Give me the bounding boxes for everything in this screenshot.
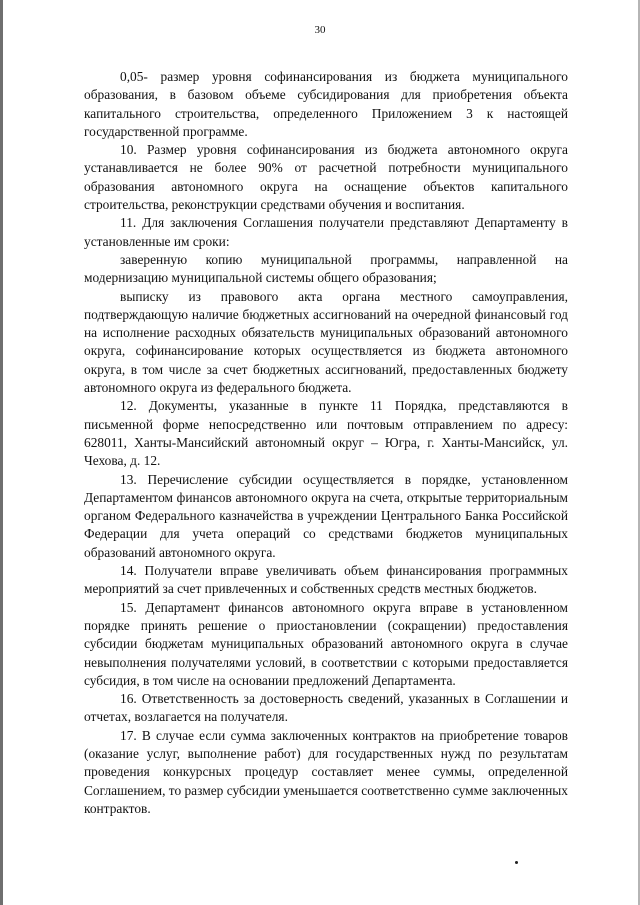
paragraph-11: 11. Для заключения Соглашения получатели представляют Департаменту в установленные им сроки: <box>84 215 568 249</box>
paragraph-11-item-legal-act-extract: выписку из правового акта органа местного самоуправления, подтверждающую наличие бюджетных ассигнований на очередной финансовый год на исполнение расходных обязательств муниципальных образований автономного округа, софинансирование которых осуществляется из бюджета автономного округа, в том числе за счет бюджетных ассигнований, предоставленных бюджету автономного округа из федерального бюджета. <box>84 288 568 396</box>
scan-speck <box>515 861 518 864</box>
paragraph-17: 17. В случае если сумма заключенных контрактов на приобретение товаров (оказание услуг, выполнение работ) для государственных нужд по результатам проведения конкурсных процедур составляет менее суммы, определенной Соглашением, то размер субсидии уменьшается соответственно сумме заключенных контрактов. <box>84 727 568 816</box>
document-body <box>84 68 568 818</box>
paragraph-11-item-program-copy: заверенную копию муниципальной программы, направленной на модернизацию муниципальной системы общего образования; <box>84 251 568 286</box>
page-number: 30 <box>314 24 326 36</box>
paragraph-13: 13. Перечисление субсидии осуществляется в порядке, установленном Департаментом финансов автономного округа на счета, открытые территориальным органом Федерального казначейства в учреждении Центрального Банка Российской Федерации для учета операций со средствами бюджетов муниципальных образований автономного округа. <box>84 471 568 560</box>
paragraph-12: 12. Документы, указанные в пункте 11 Порядка, представляются в письменной форме непосредственно или почтовым отправлением по адресу: 628011, Ханты-Мансийский автономный округ – Югра, г. Ханты-Мансийск, ул. Чехова, д. 12. <box>84 398 568 469</box>
paragraph-16: 16. Ответственность за достоверность сведений, указанных в Соглашении и отчетах, возлагается на получателя. <box>84 691 568 725</box>
paragraph-14: 14. Получатели вправе увеличивать объем финансирования программных мероприятий за счет привлеченных и собственных средств местных бюджетов. <box>84 563 568 597</box>
paragraph-15: 15. Департамент финансов автономного округа вправе в установленном порядке принять решение о приостановлении (сокращении) предоставления субсидии бюджетам муниципальных образований автономного округа в случае невыполнения получателями условий, в соответствии с которыми предоставляется субсидия, в том числе на основании предложений Департамента. <box>84 599 568 688</box>
scan-edge-left <box>0 0 3 905</box>
paragraph-cofinancing-ratio: 0,05- размер уровня софинансирования из бюджета муниципального образования, в базовом объеме субсидирования для приобретения объекта капитального строительства, определенного Приложением 3 к настоящей государственной программе. <box>84 69 568 139</box>
paragraph-10: 10. Размер уровня софинансирования из бюджета автономного округа устанавливается не более 90% от расчетной потребности муниципального образования автономного округа на оснащение объектов капитального строительства, реконструкции средствами обучения и воспитания. <box>84 142 568 213</box>
